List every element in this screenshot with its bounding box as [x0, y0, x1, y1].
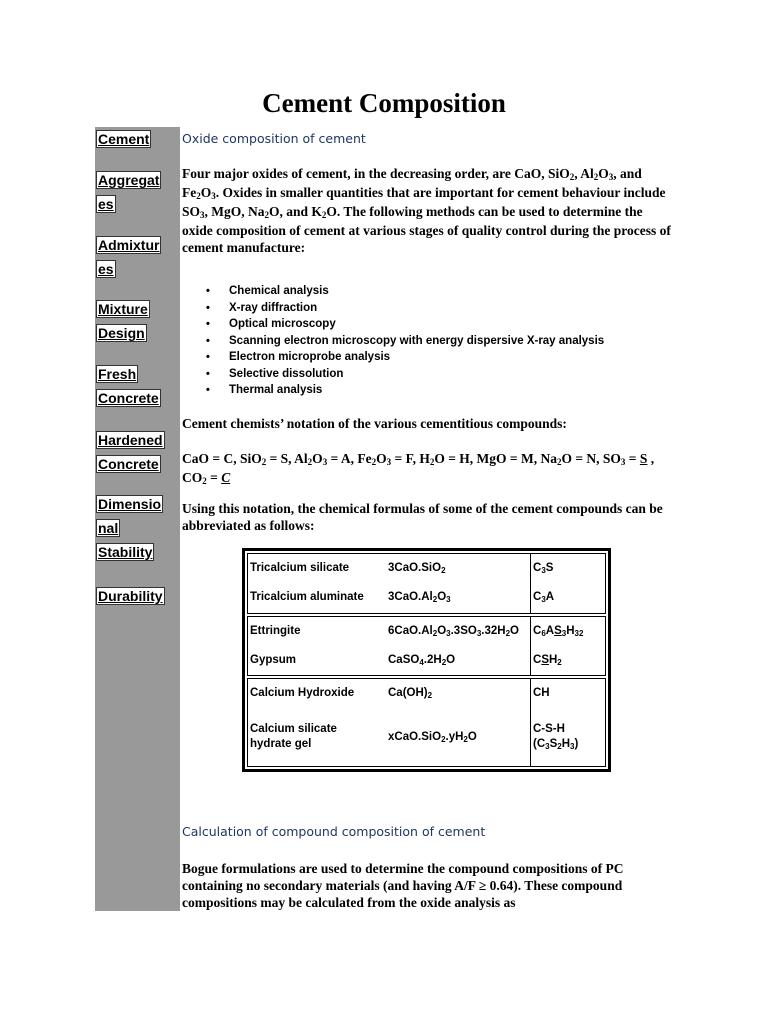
- page-title: Cement Composition: [262, 88, 506, 118]
- nav-link-text[interactable]: Hardened: [98, 432, 163, 448]
- nav-link-text[interactable]: Aggregat: [98, 172, 160, 188]
- compound-name-cell: Calcium silicate hydrate gel: [247, 708, 386, 767]
- bogue-paragraph: Bogue formulations are used to determine the compound compositions of PC containing no secondary materials (and having A/F ≥ 0.64). These compound compositions may be calculated from the oxide analysis as: [182, 861, 624, 910]
- list-item: • Scanning electron microscopy with energy dispersive X-ray analysis: [229, 333, 604, 350]
- nav-link-text[interactable]: Design: [98, 325, 145, 341]
- compound-table: [242, 548, 611, 772]
- table-row: [247, 646, 606, 676]
- table-row: [247, 583, 606, 613]
- abbreviation-cell: $C_3A$: [530, 583, 606, 613]
- oxide-formula-cell: 3CaO.SiO$_2$: [386, 553, 530, 583]
- table-row: [247, 708, 606, 767]
- notation-heading: Cement chemists’ notation of the various cementitious compounds:: [182, 416, 567, 431]
- compound-table-body: [247, 553, 606, 767]
- methods-list: [182, 283, 604, 399]
- abbreviation-cell: CH: [530, 678, 606, 708]
- compound-name-cell: Ettringite: [247, 616, 386, 646]
- nav-link-text[interactable]: Fresh: [98, 366, 137, 382]
- nav-link-text[interactable]: es: [98, 261, 114, 277]
- oxide-formula-cell: $6CaO.Al_2O_3.3SO_3.32H_2O$: [386, 616, 530, 646]
- list-item: • Selective dissolution: [229, 366, 604, 383]
- abbreviation-cell: $C_3S$: [530, 553, 606, 583]
- list-item: • Chemical analysis: [229, 283, 604, 300]
- list-item: • X-ray diffraction: [229, 300, 604, 317]
- compound-name-cell: Calcium Hydroxide: [247, 678, 386, 708]
- nav-link-text[interactable]: Concrete: [98, 456, 159, 472]
- abbreviation-cell: $CSH_2$: [530, 646, 606, 676]
- nav-item-dimensionalstability[interactable]: [97, 492, 174, 564]
- abbreviation-cell: C-S-H $(C_3S_2H_3)$: [530, 708, 606, 767]
- list-item: • Thermal analysis: [229, 382, 604, 399]
- list-item: • Optical microscopy: [229, 316, 604, 333]
- nav-item-aggregates[interactable]: [97, 168, 174, 216]
- nav-item-hardenedconcrete[interactable]: [97, 428, 174, 476]
- nav-link-text[interactable]: Admixtur: [98, 237, 160, 253]
- nav-item-mixturedesign[interactable]: [97, 297, 174, 345]
- oxide-formula-cell: $CaSO_4.2H_2O$: [386, 646, 530, 676]
- nav-link-text[interactable]: Durability: [98, 588, 163, 604]
- notation-paragraph: CaO = C, SiO$_2$ = S, $Al_2O_3 = A$, $Fe_2O_3 = F$, $H_2O = H$, MgO = M, $Na_2O = N$, $SO_3 = S$ , $CO_2 = C$: [182, 451, 655, 486]
- compound-name-cell: Tricalcium silicate: [247, 553, 386, 583]
- nav-link-text[interactable]: Mixture: [98, 301, 148, 317]
- compound-name-cell: Gypsum: [247, 646, 386, 676]
- table-row: [247, 616, 606, 646]
- nav-item-durability[interactable]: [97, 584, 174, 608]
- sidebar-nav: [95, 127, 180, 911]
- section-heading-calculation: Calculation of compound composition of cement: [182, 824, 486, 839]
- list-item: • Electron microprobe analysis: [229, 349, 604, 366]
- nav-link-text[interactable]: Stability: [98, 544, 153, 560]
- nav-link-text[interactable]: es: [98, 196, 114, 212]
- abbreviation-cell: $C_6AS_3H_{32}$: [530, 616, 606, 646]
- oxide-formula-cell: $Ca(OH)_2$: [386, 678, 530, 708]
- compound-name-cell: Tricalcium aluminate: [247, 583, 386, 613]
- intro-paragraph: Four major oxides of cement, in the decreasing order, are CaO, SiO$_2$, $Al_2O_3$, and $Fe_2O_3$. Oxides in smaller quantities that are important for cement behaviour include $SO_3$, MgO, $Na_2O$, and $K_2O$. The following methods can be used to determine the oxide composition of cement at various stages of quality control during the process of cement manufacture:: [182, 166, 671, 255]
- nav-link-text[interactable]: nal: [98, 520, 119, 536]
- oxide-formula-cell: $xCaO.SiO_2.yH_2O$: [386, 708, 530, 767]
- section-heading-oxide: Oxide composition of cement: [182, 131, 366, 146]
- nav-link-text[interactable]: Cement: [98, 131, 150, 147]
- oxide-formula-cell: $3CaO.Al_2O_3$: [386, 583, 530, 613]
- nav-item-cement[interactable]: [97, 127, 174, 151]
- table-row: [247, 553, 606, 583]
- nav-link-text[interactable]: Dimensio: [98, 496, 162, 512]
- table-row: [247, 678, 606, 708]
- nav-link-text[interactable]: Concrete: [98, 390, 159, 406]
- usage-paragraph: Using this notation, the chemical formulas of some of the cement compounds can be abbreviated as follows:: [182, 501, 663, 533]
- nav-item-freshconcrete[interactable]: [97, 362, 174, 410]
- nav-item-admixtures[interactable]: [97, 233, 174, 281]
